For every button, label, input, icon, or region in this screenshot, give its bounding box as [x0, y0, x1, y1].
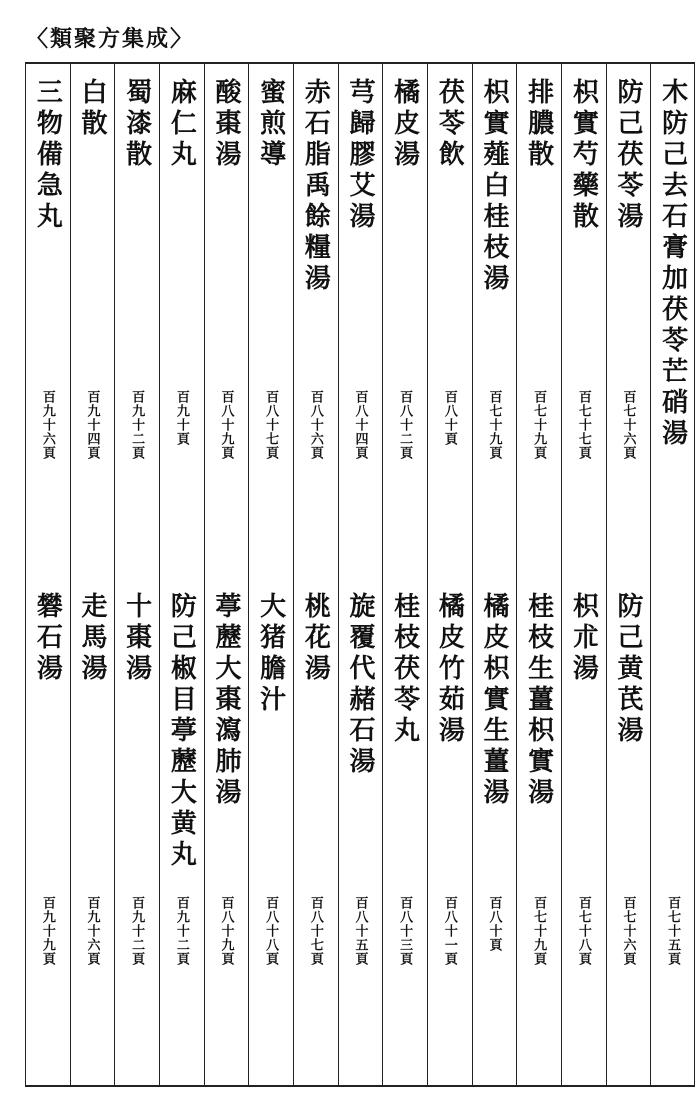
page-header: 〈類聚方集成〉 [26, 26, 195, 52]
column-divider [248, 64, 249, 1085]
column-divider [382, 64, 383, 1085]
page-number: 百七十八頁 [575, 896, 591, 966]
entry-title: 礬石湯 [32, 592, 63, 685]
page-number: 百九十二頁 [129, 896, 145, 966]
entry-title: 白散 [76, 78, 107, 140]
column-divider [293, 64, 294, 1085]
entry-title: 防己黄芪湯 [612, 592, 643, 747]
page-number: 百九十九頁 [39, 896, 55, 966]
page-number: 百八十六頁 [307, 390, 323, 460]
page-number: 百八十七頁 [263, 390, 279, 460]
entry-title: 橘皮湯 [389, 78, 420, 171]
page-number: 百九十二頁 [129, 390, 145, 460]
page-number: 百九十頁 [173, 390, 189, 446]
index-table [25, 62, 695, 1087]
index-column [25, 64, 70, 1085]
page-number: 百八十九頁 [218, 390, 234, 460]
entry-title: 葶藶大棗瀉肺湯 [210, 592, 241, 809]
column-divider [204, 64, 205, 1085]
entry-title: 麻仁丸 [166, 78, 197, 171]
page-number: 百七十九頁 [486, 390, 502, 460]
column-divider [694, 64, 695, 1085]
column-divider [606, 64, 607, 1085]
entry-title: 橘皮枳實生薑湯 [478, 592, 509, 809]
index-column [204, 64, 249, 1085]
entry-title: 木防己去石膏加茯苓芒硝湯 [657, 78, 688, 450]
column-divider [114, 64, 115, 1085]
entry-title: 芎歸膠艾湯 [344, 78, 375, 233]
entry-title: 橘皮竹茹湯 [434, 592, 465, 747]
column-divider [70, 64, 71, 1085]
index-column [159, 64, 204, 1085]
entry-title: 蜜煎導 [255, 78, 286, 171]
entry-title: 桃花湯 [300, 592, 331, 685]
column-divider [516, 64, 517, 1085]
page-number: 百七十五頁 [665, 896, 681, 966]
page-number: 百七十九頁 [531, 390, 547, 460]
page-number: 百七十七頁 [575, 390, 591, 460]
entry-title: 枳朮湯 [568, 592, 599, 685]
entry-title: 桂枝生薑枳實湯 [523, 592, 554, 809]
page-number: 百七十九頁 [531, 896, 547, 966]
column-divider [159, 64, 160, 1085]
index-column [561, 64, 606, 1085]
entry-title: 茯苓飲 [434, 78, 465, 171]
index-column [248, 64, 293, 1085]
page-number: 百八十二頁 [397, 390, 413, 460]
page-number: 百八十九頁 [218, 896, 234, 966]
index-column [293, 64, 338, 1085]
entry-title: 十棗湯 [121, 592, 152, 685]
page-number: 百九十四頁 [84, 390, 100, 460]
index-column [114, 64, 159, 1085]
index-column [606, 64, 651, 1085]
entry-title: 三物備急丸 [32, 78, 63, 233]
entry-title: 蜀漆散 [121, 78, 152, 171]
index-column [70, 64, 115, 1085]
index-column [382, 64, 427, 1085]
page-number: 百八十頁 [441, 390, 457, 446]
entry-title: 走馬湯 [76, 592, 107, 685]
entry-title: 桂枝茯苓丸 [389, 592, 420, 747]
column-divider [472, 64, 473, 1085]
entry-title: 赤石脂禹餘糧湯 [300, 78, 331, 295]
page-number: 百七十六頁 [620, 896, 636, 966]
entry-title: 防己椒目葶藶大黄丸 [166, 592, 197, 871]
column-divider [338, 64, 339, 1085]
column-divider [427, 64, 428, 1085]
entry-title: 防己茯苓湯 [612, 78, 643, 233]
page-number: 百八十四頁 [352, 390, 368, 460]
page-number: 百八十頁 [486, 896, 502, 952]
index-column [516, 64, 561, 1085]
index-column [472, 64, 517, 1085]
entry-title: 枳實薤白桂枝湯 [478, 78, 509, 295]
page-number: 百九十六頁 [84, 896, 100, 966]
page-number: 百八十八頁 [263, 896, 279, 966]
entry-title: 旋覆代赭石湯 [344, 592, 375, 778]
entry-title: 酸棗湯 [210, 78, 241, 171]
column-divider [25, 64, 26, 1085]
page-number: 百八十五頁 [352, 896, 368, 966]
column-divider [650, 64, 651, 1085]
column-divider [561, 64, 562, 1085]
index-column [427, 64, 472, 1085]
entry-title: 大猪膽汁 [255, 592, 286, 716]
page-number: 百九十六頁 [39, 390, 55, 460]
entry-title: 排膿散 [523, 78, 554, 171]
page-number: 百七十六頁 [620, 390, 636, 460]
index-column [650, 64, 695, 1085]
page-number: 百八十一頁 [441, 896, 457, 966]
page-number: 百八十七頁 [307, 896, 323, 966]
index-column [338, 64, 383, 1085]
page-number: 百九十二頁 [173, 896, 189, 966]
page-number: 百八十三頁 [397, 896, 413, 966]
entry-title: 枳實芍藥散 [568, 78, 599, 233]
